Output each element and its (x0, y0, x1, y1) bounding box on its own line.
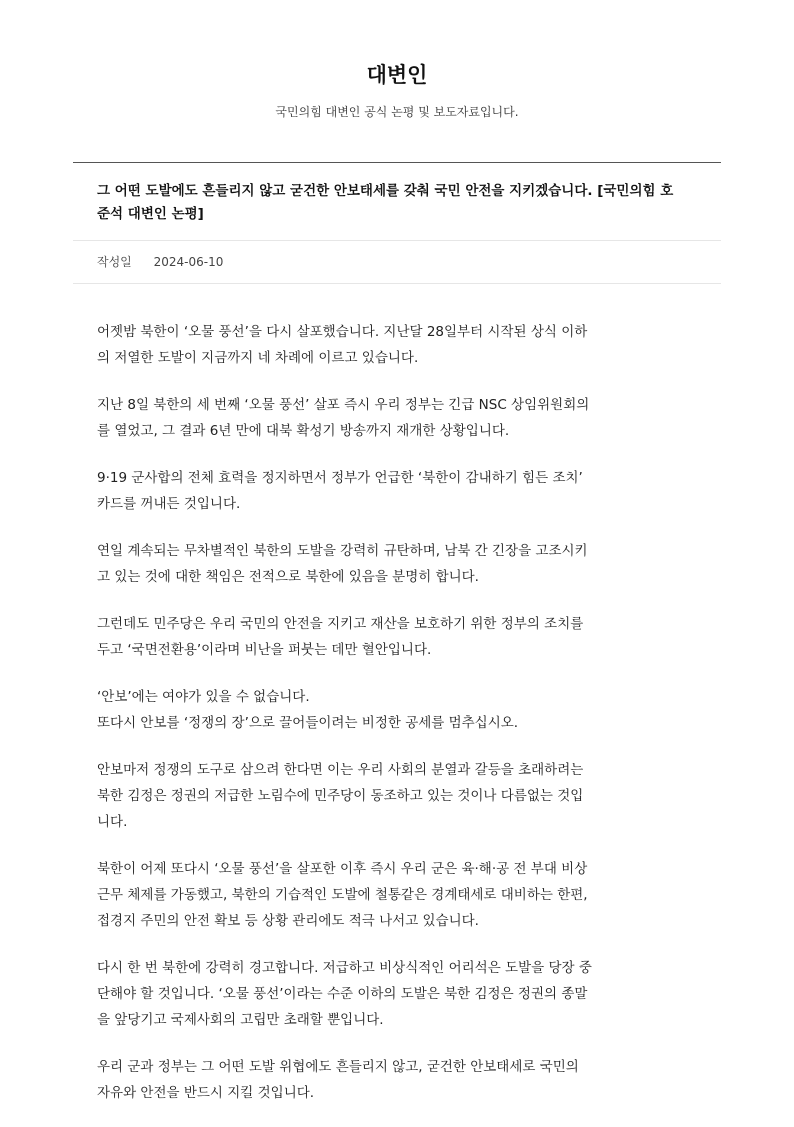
paragraph-line: 을 앞당기고 국제사회의 고립만 초래할 뿐입니다. (97, 1012, 384, 1028)
paragraph-line: 9·19 군사합의 전체 효력을 정지하면서 정부가 언급한 ‘북한이 감내하기 힘든 조치’ (97, 470, 583, 486)
paragraph-line: 카드를 꺼내든 것입니다. (97, 496, 241, 512)
paragraph-line: 그런데도 민주당은 우리 국민의 안전을 지키고 재산을 보호하기 위한 정부의 조치를 (97, 616, 584, 632)
post-title-line: 준석 대변인 논평] (97, 206, 204, 222)
article-paragraph (97, 757, 697, 835)
date-label: 작성일 (97, 255, 132, 269)
post-date: 2024-06-10 (153, 255, 224, 269)
paragraph-line: 의 저열한 도발이 지금까지 네 차례에 이르고 있습니다. (97, 350, 419, 366)
paragraph-line: 어젯밤 북한이 ‘오물 풍선’을 다시 살포했습니다. 지난달 28일부터 시작된 상식 이하 (97, 324, 588, 340)
article-body (97, 319, 697, 1127)
paragraph-line: 접경지 주민의 안전 확보 등 상황 관리에도 적극 나서고 있습니다. (97, 913, 479, 929)
paragraph-line: 지난 8일 북한의 세 번째 ‘오물 풍선’ 살포 즉시 우리 정부는 긴급 NSC 상임위원회의 (97, 397, 590, 413)
paragraph-line: 근무 체제를 가동했고, 북한의 기습적인 도발에 철통같은 경계태세로 대비하는 한편, (97, 887, 588, 903)
paragraph-line: 북한 김정은 정권의 저급한 노림수에 민주당이 동조하고 있는 것이나 다름없는 것입 (97, 788, 584, 804)
article-paragraph (97, 856, 697, 934)
paragraph-line: 우리 군과 정부는 그 어떤 도발 위협에도 흔들리지 않고, 굳건한 안보태세로 국민의 (97, 1059, 579, 1075)
article-paragraph (97, 465, 697, 517)
site-subtitle: 국민의힘 대변인 공식 논평 및 보도자료입니다. (275, 105, 519, 119)
title-divider (73, 240, 721, 241)
article-paragraph (97, 319, 697, 371)
post-title-line: 그 어떤 도발에도 흔들리지 않고 굳건한 안보태세를 갖춰 국민 안전을 지키겠습니다. [국민의힘 호 (97, 183, 674, 199)
header-divider (73, 162, 721, 163)
paragraph-line: 니다. (97, 814, 128, 830)
paragraph-line: 단해야 할 것입니다. ‘오물 풍선’이라는 수준 이하의 도발은 북한 김정은 정권의 종말 (97, 986, 588, 1002)
article-paragraph (97, 955, 697, 1033)
article-paragraph (97, 1054, 697, 1106)
paragraph-line: 자유와 안전을 반드시 지킬 것입니다. (97, 1085, 315, 1101)
meta-divider (73, 283, 721, 284)
paragraph-line: 북한이 어제 또다시 ‘오물 풍선’을 살포한 이후 즉시 우리 군은 육·해·공 전 부대 비상 (97, 861, 588, 877)
site-title: 대변인 (366, 63, 428, 87)
post-title (97, 180, 702, 226)
paragraph-line: 안보마저 정쟁의 도구로 삼으려 한다면 이는 우리 사회의 분열과 갈등을 초래하려는 (97, 762, 584, 778)
paragraph-line: 를 열었고, 그 결과 6년 만에 대북 확성기 방송까지 재개한 상황입니다. (97, 423, 510, 439)
paragraph-line: 두고 ‘국면전환용’이라며 비난을 퍼붓는 데만 혈안입니다. (97, 642, 432, 658)
paragraph-line: 고 있는 것에 대한 책임은 전적으로 북한에 있음을 분명히 합니다. (97, 569, 479, 585)
article-paragraph (97, 611, 697, 663)
paragraph-line: ‘안보’에는 여야가 있을 수 없습니다. (97, 689, 310, 705)
post-meta (97, 253, 223, 271)
paragraph-line: 다시 한 번 북한에 강력히 경고합니다. 저급하고 비상식적인 어리석은 도발을 당장 중 (97, 960, 592, 976)
paragraph-line: 또다시 안보를 ‘정쟁의 장’으로 끌어들이려는 비정한 공세를 멈추십시오. (97, 715, 519, 731)
article-paragraph (97, 392, 697, 444)
paragraph-line: 연일 계속되는 무차별적인 북한의 도발을 강력히 규탄하며, 남북 간 긴장을 고조시키 (97, 543, 588, 559)
article-paragraph (97, 684, 697, 736)
article-paragraph (97, 538, 697, 590)
